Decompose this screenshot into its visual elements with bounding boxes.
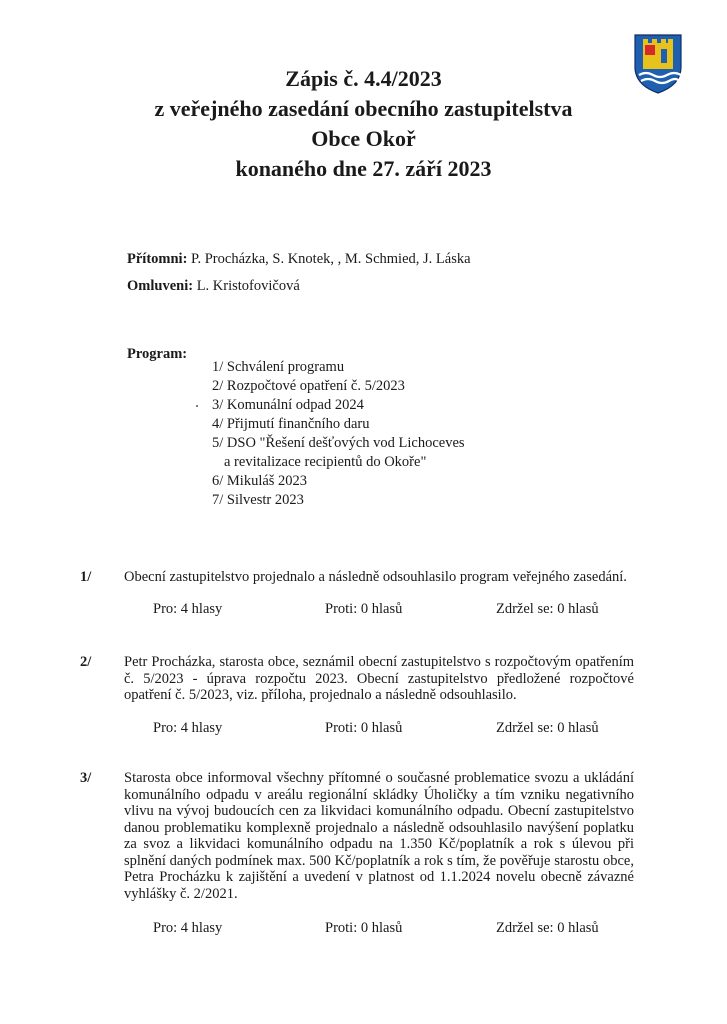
program-list — [212, 358, 465, 510]
program-item: 5/ DSO "Řešení dešťových vod Lichoceves — [212, 435, 465, 451]
section-number: 2/ — [80, 654, 92, 670]
section-text: Obecní zastupitelstvo projednalo a následně odsouhlasilo program veřejného zasedání. — [124, 569, 627, 585]
section-text: Petr Procházka, starosta obce, seznámil obecní zastupitelstvo s rozpočtovým opatřením č. 5/2023 - úprava rozpočtu 2023. Obecní zastupitelstvo předložené rozpočtové opatření č. 5/2023, viz. příloha, projednalo a následně odsouhlasilo. — [124, 654, 634, 703]
program-label: Program: — [127, 346, 188, 362]
title-line-3: Obce Okoř — [311, 126, 416, 151]
excused-row — [127, 277, 300, 295]
document-title — [0, 64, 727, 184]
present-label: Přítomni: — [127, 251, 188, 267]
section-number: 1/ — [80, 569, 92, 585]
title-line-2: z veřejného zasedání obecního zastupitelstva — [154, 96, 573, 121]
program-item: 1/ Schválení programu — [212, 359, 345, 375]
program-item: 7/ Silvestr 2023 — [212, 492, 304, 508]
scan-speck — [196, 405, 198, 407]
vote-proti: Proti: 0 hlasů — [325, 720, 403, 736]
program-item: 6/ Mikuláš 2023 — [212, 473, 308, 489]
vote-zdrzel: Zdržel se: 0 hlasů — [496, 601, 599, 617]
vote-zdrzel: Zdržel se: 0 hlasů — [496, 920, 599, 936]
vote-proti: Proti: 0 hlasů — [325, 920, 403, 936]
vote-pro: Pro: 4 hlasy — [153, 720, 223, 736]
vote-proti: Proti: 0 hlasů — [325, 601, 403, 617]
program-item-continuation: a revitalizace recipientů do Okoře" — [224, 454, 427, 470]
section-text: Starosta obce informoval všechny přítomné o současné problematice svozu a ukládání komunálního odpadu v areálu regionální skládky Úholičky a tím vzniku negativního vlivu na vývoj budoucích cen za likvidaci komunálního odpadu. Obecní zastupitelstvo danou problematiku komplexně projednalo a následně odsouhlasilo navýšení poplatku za svoz a likvidaci komunálního odpadu na 1.350 Kč/poplatník a rok s úlevou při splnění daných podmínek max. 500 Kč/poplatník a rok s tím, že pověřuje starostu obce, Petra Procházku k zajištění a uvedení v platnost od 1.1.2024 novelu obecně závazné vyhlášky č. 2/2021. — [124, 770, 634, 902]
excused-value: L. Kristofovičová — [196, 278, 300, 294]
program-item: 4/ Přijmutí finančního daru — [212, 416, 370, 432]
title-line-4: konaného dne 27. září 2023 — [235, 156, 492, 181]
program-item: 3/ Komunální odpad 2024 — [212, 397, 364, 413]
present-value: P. Procházka, S. Knotek, , M. Schmied, J. Láska — [191, 251, 471, 267]
vote-zdrzel: Zdržel se: 0 hlasů — [496, 720, 599, 736]
title-line-1: Zápis č. 4.4/2023 — [285, 66, 442, 91]
excused-label: Omluveni: — [127, 278, 194, 294]
vote-pro: Pro: 4 hlasy — [153, 920, 223, 936]
section-number: 3/ — [80, 770, 92, 786]
vote-pro: Pro: 4 hlasy — [153, 601, 223, 617]
program-item: 2/ Rozpočtové opatření č. 5/2023 — [212, 378, 405, 394]
present-row — [127, 250, 471, 268]
